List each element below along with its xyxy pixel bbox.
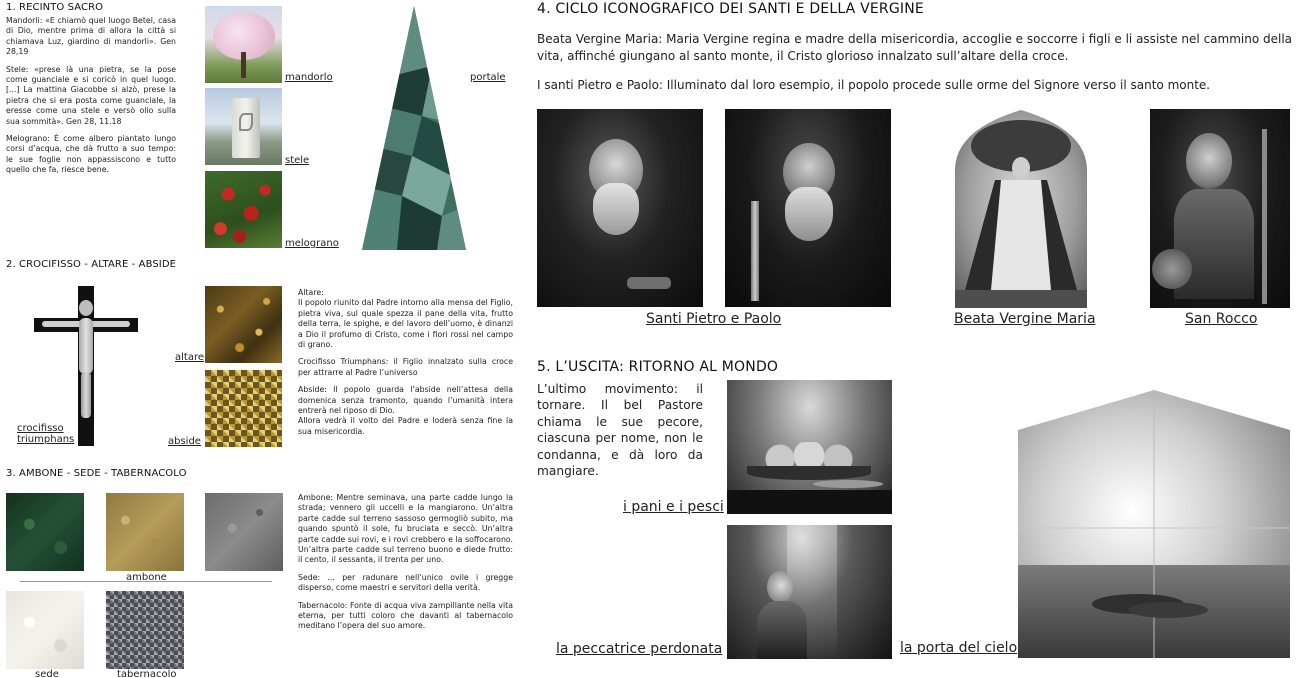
melograno-paragraph: Melograno: È come albero piantato lungo corsi d’acqua, che dà frutto a suo tempo: le sue foglie non appassiscono e tutto quello che fa, riesce bene.: [6, 134, 176, 175]
melograno-photo: [205, 171, 282, 248]
rocco-caption: San Rocco: [1185, 311, 1258, 327]
abside-caption: abside: [168, 436, 201, 447]
section-1-text: [6, 16, 176, 183]
mandorli-paragraph: Mandorli: «E chiamò quel luogo Betel, casa di Dio, mentre prima di allora la città si chiamava Luz, giardino di mandorli». Gen 28,19: [6, 16, 176, 57]
section-3-text: [298, 493, 513, 639]
pietro-paolo-paragraph: I santi Pietro e Paolo: Illuminato dal loro esempio, il popolo procede sulle orme del Signore verso il santo monte.: [537, 78, 1211, 92]
ambone-texture-green: [6, 493, 84, 571]
ambone-caption: ambone: [126, 572, 167, 583]
pietro-paolo-caption: Santi Pietro e Paolo: [646, 311, 782, 327]
melograno-caption: melograno: [285, 238, 339, 249]
portale-caption: portale: [470, 72, 506, 83]
vergine-paragraph: Beata Vergine Maria: Maria Vergine regina e madre della misericordia, accoglie e soccorre i figli e li assiste nel cammino della vita, affinché giungano al santo monte, il Cristo glorioso innalzato sull’altare della croce.: [537, 32, 1293, 63]
section-4-title: 4. CICLO ICONOGRAFICO DEI SANTI E DELLA VERGINE: [537, 1, 924, 17]
san-paolo-painting: [725, 109, 891, 307]
section-1-title: 1. RECINTO SACRO: [6, 2, 104, 13]
sede-texture: [6, 591, 84, 669]
pani-caption: i pani e i pesci: [623, 499, 724, 515]
vergine-painting: [955, 110, 1087, 308]
san-rocco-painting: [1150, 109, 1290, 308]
stele-caption: stele: [285, 155, 310, 166]
mandorlo-photo: [205, 6, 282, 83]
ambone-paragraph: Ambone: Mentre seminava, una parte cadde lungo la strada; vennero gli uccelli e la mangiarono. Un’altra parte cadde sul terreno sassoso germogliò subito, ma quando spuntò il sole, fu bruciata e seccò. Un’altra parte cadde sui rovi, e i rovi crebbero e la soffocarono. Un’altra parte cadde sul terreno buono e diede frutto: il cento, il sessanta, il trenta per uno.: [298, 493, 513, 565]
stele-paragraph: Stele: «prese là una pietra, se la pose come guanciale e si coricò in quel luogo. [...] La mattina Giacobbe si alzò, prese la pietra che si era posta come guanciale, la eresse come una stele e versò olio sulla sua sommità». Gen 28, 11.18: [6, 64, 176, 126]
porta-caption: la porta del cielo: [900, 640, 1018, 656]
altare-caption: altare: [175, 352, 204, 363]
section-5-text: L’ultimo movimento: il tornare. Il bel Pastore chiama le sue pecore, ciascuna per nome, non le condanna, e dà loro da mangiare.: [537, 382, 703, 479]
san-pietro-painting: [537, 109, 703, 307]
sede-caption: sede: [35, 669, 59, 678]
sede-paragraph: Sede: ... per radunare nell’unico ovile i gregge disperso, come maestri e servitori della verità.: [298, 572, 513, 593]
peccatrice-caption: la peccatrice perdonata: [556, 641, 723, 657]
abside-paragraph: Abside: Il popolo guarda l’abside nell’attesa della domenica senza tramonto, quando l’umanità intera entrerà nel riposo di Dio. Allora vedrà il volto del Padre e loderà senza fine la sua misericordia.: [298, 385, 513, 436]
ambone-texture-gold: [106, 493, 184, 571]
porta-cielo-image: [1018, 390, 1290, 658]
section-5-title: 5. L’USCITA: RITORNO AL MONDO: [537, 359, 779, 375]
section-2-text: [298, 288, 513, 444]
stele-photo: [205, 88, 282, 165]
altare-paragraph: Altare: Il popolo riunito dal Padre intorno alla mensa del Figlio, pietra viva, sul quale spezza il pane della vita, frutto della terra, le spighe, e del lavoro dell’uomo, è dinanzi a Dio il profumo di Cristo, come i fiori rossi nel campo di grano.: [298, 288, 513, 350]
tabernacolo-caption: tabernacolo: [117, 669, 177, 678]
crocifisso-image: [34, 286, 138, 446]
pani-pesci-image: [727, 380, 892, 514]
altare-texture: [205, 286, 282, 363]
abside-mosaic: [205, 370, 282, 447]
portale-triangle: [362, 6, 466, 250]
ambone-texture-grey: [205, 493, 283, 571]
mandorlo-caption: mandorlo: [285, 72, 333, 83]
crocifisso-caption: crocifisso triumphans: [17, 423, 75, 445]
peccatrice-image: [727, 525, 892, 659]
tabernacolo-paragraph: Tabernacolo: Fonte di acqua viva zampillante nella vita eterna, per tutti coloro che davanti al tabernacolo meditano l’opera del suo amore.: [298, 600, 513, 631]
vergine-caption: Beata Vergine Maria: [954, 311, 1096, 327]
section-2-title: 2. CROCIFISSO - ALTARE - ABSIDE: [6, 259, 177, 270]
section-3-title: 3. AMBONE - SEDE - TABERNACOLO: [6, 468, 187, 479]
tabernacolo-texture: [106, 591, 184, 669]
section-4-text: [537, 31, 1297, 94]
crocifisso-paragraph: Crocifisso Triumphans: il Figlio innalzato sulla croce per attrarre al Padre l’universo: [298, 357, 513, 377]
